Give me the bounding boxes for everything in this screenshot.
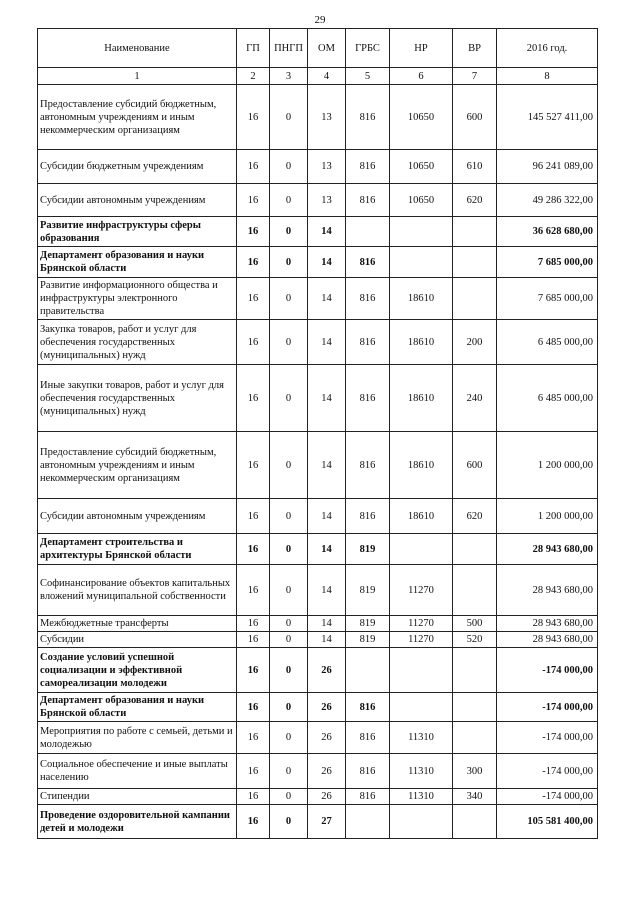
- cell-name: Мероприятия по работе с семьей, детьми и молодежью: [38, 722, 237, 754]
- column-number-row: [38, 68, 598, 85]
- cell-amount: 145 527 411,00: [497, 85, 598, 150]
- cell-vr: [453, 693, 497, 722]
- cell-pngp: 0: [270, 722, 308, 754]
- cell-name: Иные закупки товаров, работ и услуг для обеспечения государственных (муниципальных) нужд: [38, 365, 237, 432]
- cell-amount: -174 000,00: [497, 648, 598, 693]
- cell-amount: -174 000,00: [497, 789, 598, 805]
- cell-pngp: 0: [270, 184, 308, 217]
- cell-om: 13: [308, 85, 346, 150]
- cell-vr: 520: [453, 632, 497, 648]
- cell-om: 27: [308, 805, 346, 839]
- cell-nr: [390, 693, 453, 722]
- cell-grbs: 816: [346, 722, 390, 754]
- cell-pngp: 0: [270, 432, 308, 499]
- cell-pngp: 0: [270, 320, 308, 365]
- cell-gp: 16: [237, 184, 270, 217]
- cell-amount: 7 685 000,00: [497, 278, 598, 320]
- column-number: 6: [390, 68, 453, 85]
- table-row: [38, 278, 598, 320]
- cell-amount: 96 241 089,00: [497, 150, 598, 184]
- cell-nr: 11270: [390, 632, 453, 648]
- table-body: [38, 85, 598, 839]
- cell-pngp: 0: [270, 365, 308, 432]
- cell-grbs: 816: [346, 184, 390, 217]
- cell-amount: 49 286 322,00: [497, 184, 598, 217]
- cell-vr: 240: [453, 365, 497, 432]
- cell-vr: 610: [453, 150, 497, 184]
- cell-pngp: 0: [270, 693, 308, 722]
- cell-nr: 11310: [390, 789, 453, 805]
- cell-name: Субсидии автономным учреждениям: [38, 499, 237, 534]
- cell-pngp: 0: [270, 499, 308, 534]
- cell-nr: [390, 247, 453, 278]
- cell-om: 26: [308, 722, 346, 754]
- cell-om: 14: [308, 432, 346, 499]
- table-row: [38, 499, 598, 534]
- cell-nr: 18610: [390, 320, 453, 365]
- header-year: 2016 год.: [497, 29, 598, 68]
- cell-pngp: 0: [270, 85, 308, 150]
- cell-grbs: [346, 648, 390, 693]
- header-name: Наименование: [38, 29, 237, 68]
- table-row: [38, 534, 598, 565]
- cell-amount: 1 200 000,00: [497, 499, 598, 534]
- cell-grbs: 816: [346, 432, 390, 499]
- cell-name: Субсидии: [38, 632, 237, 648]
- cell-grbs: 816: [346, 320, 390, 365]
- cell-gp: 16: [237, 217, 270, 247]
- header-gp: ГП: [237, 29, 270, 68]
- cell-vr: 620: [453, 184, 497, 217]
- cell-amount: -174 000,00: [497, 693, 598, 722]
- cell-name: Стипендии: [38, 789, 237, 805]
- cell-gp: 16: [237, 565, 270, 616]
- table-row: [38, 789, 598, 805]
- cell-grbs: 816: [346, 499, 390, 534]
- table-row: [38, 432, 598, 499]
- cell-om: 14: [308, 320, 346, 365]
- cell-nr: 18610: [390, 278, 453, 320]
- cell-vr: 340: [453, 789, 497, 805]
- cell-gp: 16: [237, 722, 270, 754]
- cell-vr: [453, 805, 497, 839]
- cell-vr: [453, 217, 497, 247]
- cell-gp: 16: [237, 648, 270, 693]
- table-row: [38, 693, 598, 722]
- cell-nr: 18610: [390, 499, 453, 534]
- cell-gp: 16: [237, 247, 270, 278]
- cell-gp: 16: [237, 616, 270, 632]
- header-grbs: ГРБС: [346, 29, 390, 68]
- header-pngp: ПНГП: [270, 29, 308, 68]
- cell-amount: -174 000,00: [497, 722, 598, 754]
- cell-amount: 28 943 680,00: [497, 616, 598, 632]
- column-number: 3: [270, 68, 308, 85]
- table-row: [38, 247, 598, 278]
- table-row: [38, 648, 598, 693]
- cell-om: 13: [308, 184, 346, 217]
- cell-om: 14: [308, 565, 346, 616]
- cell-nr: [390, 534, 453, 565]
- table-row: [38, 754, 598, 789]
- cell-pngp: 0: [270, 754, 308, 789]
- cell-grbs: 816: [346, 754, 390, 789]
- cell-nr: 10650: [390, 85, 453, 150]
- cell-grbs: [346, 217, 390, 247]
- cell-vr: 620: [453, 499, 497, 534]
- cell-grbs: 819: [346, 616, 390, 632]
- cell-nr: [390, 648, 453, 693]
- cell-name: Субсидии бюджетным учреждениям: [38, 150, 237, 184]
- cell-pngp: 0: [270, 565, 308, 616]
- cell-amount: 36 628 680,00: [497, 217, 598, 247]
- cell-om: 14: [308, 247, 346, 278]
- cell-vr: [453, 247, 497, 278]
- cell-om: 26: [308, 789, 346, 805]
- cell-om: 26: [308, 693, 346, 722]
- column-number: 5: [346, 68, 390, 85]
- cell-grbs: 816: [346, 693, 390, 722]
- budget-table: [37, 28, 598, 839]
- table-row: [38, 184, 598, 217]
- header-om: ОМ: [308, 29, 346, 68]
- cell-grbs: [346, 805, 390, 839]
- cell-name: Департамент образования и науки Брянской области: [38, 247, 237, 278]
- cell-name: Межбюджетные трансферты: [38, 616, 237, 632]
- cell-grbs: 819: [346, 534, 390, 565]
- column-number: 7: [453, 68, 497, 85]
- cell-name: Предоставление субсидий бюджетным, автономным учреждениям и иным некоммерческим организациям: [38, 85, 237, 150]
- cell-name: Закупка товаров, работ и услуг для обеспечения государственных (муниципальных) нужд: [38, 320, 237, 365]
- column-number: 1: [38, 68, 237, 85]
- cell-amount: 6 485 000,00: [497, 365, 598, 432]
- header-vr: ВР: [453, 29, 497, 68]
- cell-vr: 200: [453, 320, 497, 365]
- cell-pngp: 0: [270, 150, 308, 184]
- table-row: [38, 565, 598, 616]
- cell-om: 14: [308, 616, 346, 632]
- table-row: [38, 365, 598, 432]
- cell-vr: 600: [453, 85, 497, 150]
- table-row: [38, 85, 598, 150]
- cell-pngp: 0: [270, 789, 308, 805]
- cell-nr: 11270: [390, 565, 453, 616]
- cell-name: Социальное обеспечение и иные выплаты населению: [38, 754, 237, 789]
- cell-grbs: 816: [346, 85, 390, 150]
- cell-om: 26: [308, 648, 346, 693]
- cell-grbs: 816: [346, 278, 390, 320]
- cell-om: 14: [308, 499, 346, 534]
- cell-gp: 16: [237, 789, 270, 805]
- cell-grbs: 816: [346, 365, 390, 432]
- cell-gp: 16: [237, 754, 270, 789]
- header-nr: НР: [390, 29, 453, 68]
- header-row: [38, 29, 598, 68]
- cell-vr: 600: [453, 432, 497, 499]
- cell-om: 14: [308, 534, 346, 565]
- table-row: [38, 616, 598, 632]
- cell-nr: 11310: [390, 722, 453, 754]
- cell-pngp: 0: [270, 278, 308, 320]
- cell-om: 14: [308, 365, 346, 432]
- cell-om: 26: [308, 754, 346, 789]
- cell-name: Департамент образования и науки Брянской области: [38, 693, 237, 722]
- cell-amount: 7 685 000,00: [497, 247, 598, 278]
- cell-gp: 16: [237, 632, 270, 648]
- cell-amount: -174 000,00: [497, 754, 598, 789]
- cell-vr: [453, 722, 497, 754]
- cell-pngp: 0: [270, 217, 308, 247]
- cell-name: Департамент строительства и архитектуры Брянской области: [38, 534, 237, 565]
- cell-nr: 11270: [390, 616, 453, 632]
- cell-pngp: 0: [270, 648, 308, 693]
- cell-pngp: 0: [270, 632, 308, 648]
- cell-grbs: 819: [346, 565, 390, 616]
- cell-amount: 28 943 680,00: [497, 632, 598, 648]
- cell-gp: 16: [237, 85, 270, 150]
- cell-om: 13: [308, 150, 346, 184]
- table-row: [38, 805, 598, 839]
- cell-gp: 16: [237, 805, 270, 839]
- cell-om: 14: [308, 217, 346, 247]
- cell-gp: 16: [237, 693, 270, 722]
- cell-pngp: 0: [270, 616, 308, 632]
- cell-grbs: 819: [346, 632, 390, 648]
- cell-vr: [453, 648, 497, 693]
- cell-grbs: 816: [346, 150, 390, 184]
- cell-gp: 16: [237, 499, 270, 534]
- cell-amount: 1 200 000,00: [497, 432, 598, 499]
- cell-name: Проведение оздоровительной кампании детей и молодежи: [38, 805, 237, 839]
- cell-nr: 11310: [390, 754, 453, 789]
- cell-amount: 28 943 680,00: [497, 534, 598, 565]
- cell-om: 14: [308, 278, 346, 320]
- cell-gp: 16: [237, 278, 270, 320]
- column-number: 2: [237, 68, 270, 85]
- cell-nr: [390, 217, 453, 247]
- cell-name: Субсидии автономным учреждениям: [38, 184, 237, 217]
- column-number: 8: [497, 68, 598, 85]
- cell-vr: 300: [453, 754, 497, 789]
- cell-gp: 16: [237, 320, 270, 365]
- cell-name: Предоставление субсидий бюджетным, автономным учреждениям и иным некоммерческим организациям: [38, 432, 237, 499]
- cell-name: Софинансирование объектов капитальных вложений муниципальной собственности: [38, 565, 237, 616]
- cell-gp: 16: [237, 534, 270, 565]
- cell-amount: 105 581 400,00: [497, 805, 598, 839]
- cell-nr: 18610: [390, 365, 453, 432]
- cell-vr: 500: [453, 616, 497, 632]
- cell-nr: 18610: [390, 432, 453, 499]
- cell-vr: [453, 278, 497, 320]
- cell-om: 14: [308, 632, 346, 648]
- cell-pngp: 0: [270, 534, 308, 565]
- cell-vr: [453, 534, 497, 565]
- cell-nr: 10650: [390, 184, 453, 217]
- cell-vr: [453, 565, 497, 616]
- cell-grbs: 816: [346, 247, 390, 278]
- table-row: [38, 632, 598, 648]
- cell-nr: 10650: [390, 150, 453, 184]
- table-row: [38, 150, 598, 184]
- table-row: [38, 217, 598, 247]
- page-number: 29: [314, 14, 326, 26]
- table-row: [38, 320, 598, 365]
- cell-grbs: 816: [346, 789, 390, 805]
- table-row: [38, 722, 598, 754]
- cell-amount: 6 485 000,00: [497, 320, 598, 365]
- column-number: 4: [308, 68, 346, 85]
- cell-gp: 16: [237, 432, 270, 499]
- cell-name: Развитие информационного общества и инфраструктуры электронного правительства: [38, 278, 237, 320]
- cell-nr: [390, 805, 453, 839]
- cell-gp: 16: [237, 365, 270, 432]
- cell-name: Создание условий успешной социализации и эффективной самореализации молодежи: [38, 648, 237, 693]
- cell-pngp: 0: [270, 247, 308, 278]
- cell-gp: 16: [237, 150, 270, 184]
- cell-name: Развитие инфраструктуры сферы образования: [38, 217, 237, 247]
- cell-amount: 28 943 680,00: [497, 565, 598, 616]
- cell-pngp: 0: [270, 805, 308, 839]
